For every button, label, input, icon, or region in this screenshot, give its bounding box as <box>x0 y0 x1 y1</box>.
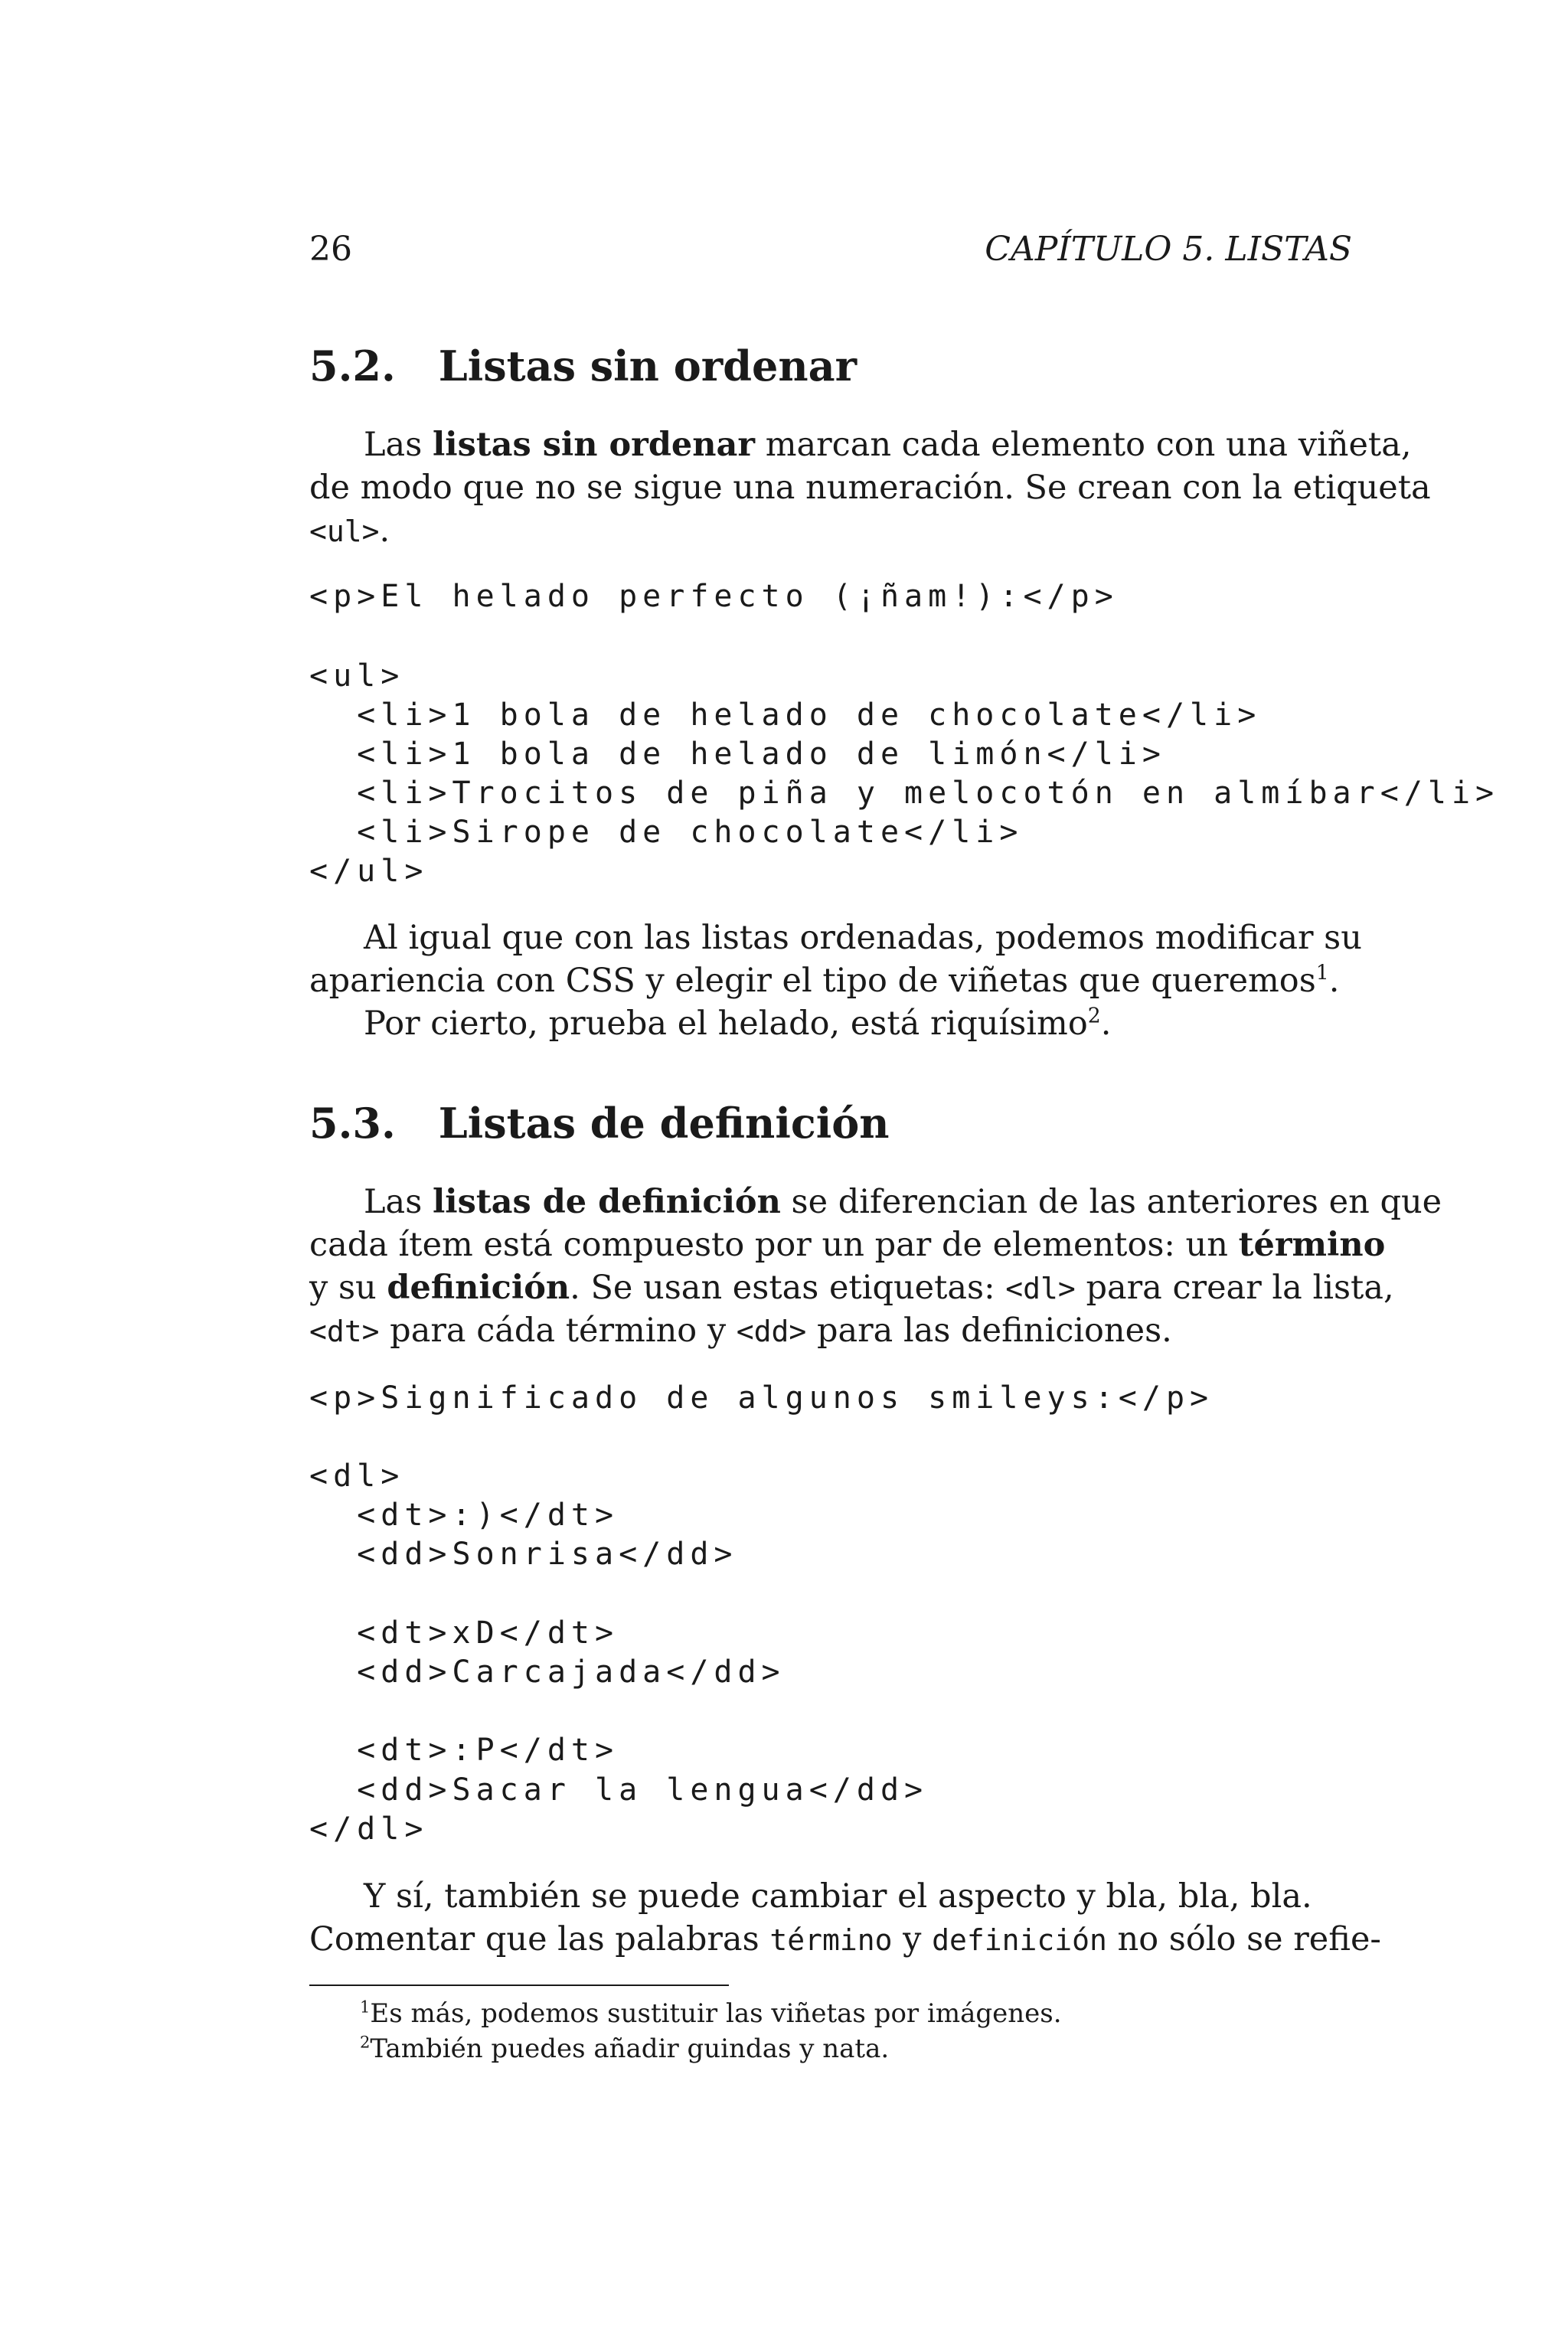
paragraph-line: y su definición. Se usan estas etiquetas: <dl> para crear la lista, <box>309 1269 1394 1307</box>
paragraph-line: Al igual que con las listas ordenadas, podemos modificar su <box>364 919 1362 957</box>
code-line: <p>El helado perfecto (¡ñam!):</p> <box>309 579 1119 614</box>
code-line: <dt>:)</dt> <box>309 1498 619 1533</box>
paragraph-line: Y sí, también se puede cambiar el aspecto y bla, bla, bla. <box>364 1877 1312 1916</box>
footnote: $^1$Es más, podemos sustituir las viñetas por imágenes. <box>360 1997 1062 2029</box>
footnote-rule <box>309 1984 729 1986</box>
section-heading-5-2 <box>309 341 857 390</box>
paragraph-line: <dt> para cáda término y <dd> para las definiciones. <box>309 1312 1172 1350</box>
paragraph-line: apariencia con CSS y elegir el tipo de viñetas que queremos$^1$. <box>309 961 1340 1000</box>
inline-code: <dt> <box>309 1315 380 1348</box>
code-line: <li>Trocitos de piña y melocotón en almíbar</li> <box>309 776 1500 811</box>
code-line: <li>Sirope de chocolate</li> <box>309 815 1024 850</box>
footnote-mark: 2 <box>360 2032 371 2052</box>
section-number: 5.3. <box>309 1099 396 1148</box>
section-heading-5-3 <box>309 1099 890 1148</box>
section-number: 5.2. <box>309 341 396 390</box>
footnote-ref: 1 <box>1315 961 1329 985</box>
code-line: <li>1 bola de helado de chocolate</li> <box>309 697 1262 733</box>
code-line: </ul> <box>309 854 429 889</box>
paragraph-line: <ul>. <box>309 511 390 550</box>
code-line: <dt>:P</dt> <box>309 1733 619 1768</box>
paragraph-line: Por cierto, prueba el helado, está riquísimo$^2$. <box>364 1004 1112 1043</box>
bold-term: definición <box>387 1269 570 1307</box>
code-line: </dl> <box>309 1811 429 1847</box>
inline-code: término <box>769 1923 893 1957</box>
bold-term: listas de definición <box>432 1183 781 1221</box>
code-line: <li>1 bola de helado de limón</li> <box>309 737 1166 772</box>
code-line: <dd>Sonrisa</dd> <box>309 1537 738 1572</box>
page-number: 26 <box>309 230 352 269</box>
code-line: <dt>xD</dt> <box>309 1615 619 1651</box>
inline-code: <dl> <box>1005 1272 1076 1305</box>
running-title: CAPÍTULO 5. LISTAS <box>985 230 1352 269</box>
inline-code: <dd> <box>736 1315 807 1348</box>
paragraph-line: cada ítem está compuesto por un par de elementos: un término <box>309 1226 1386 1264</box>
code-line: <ul> <box>309 658 405 694</box>
code-line: <dd>Carcajada</dd> <box>309 1655 786 1690</box>
bold-term: listas sin ordenar <box>432 426 756 464</box>
code-line: <dl> <box>309 1459 405 1494</box>
footnote-mark: 1 <box>360 1997 371 2017</box>
footnote: $^2$También puedes añadir guindas y nata. <box>360 2032 890 2064</box>
footnote-ref: 2 <box>1087 1004 1101 1028</box>
section-title: Listas sin ordenar <box>438 341 858 390</box>
code-line: <dd>Sacar la lengua</dd> <box>309 1772 929 1808</box>
section-title: Listas de definición <box>438 1099 890 1148</box>
inline-code: definición <box>932 1923 1107 1957</box>
code-line: <p>Significado de algunos smileys:</p> <box>309 1380 1214 1416</box>
paragraph-line: Las listas de definición se diferencian de las anteriores en que <box>364 1183 1442 1221</box>
bold-term: término <box>1238 1226 1386 1264</box>
paragraph-line: Comentar que las palabras término y definición no sólo se refie- <box>309 1920 1381 1958</box>
inline-code: <ul> <box>309 514 380 548</box>
paragraph-line: Las listas sin ordenar marcan cada elemento con una viñeta, <box>364 426 1412 464</box>
paragraph-line: de modo que no se sigue una numeración. Se crean con la etiqueta <box>309 469 1431 507</box>
